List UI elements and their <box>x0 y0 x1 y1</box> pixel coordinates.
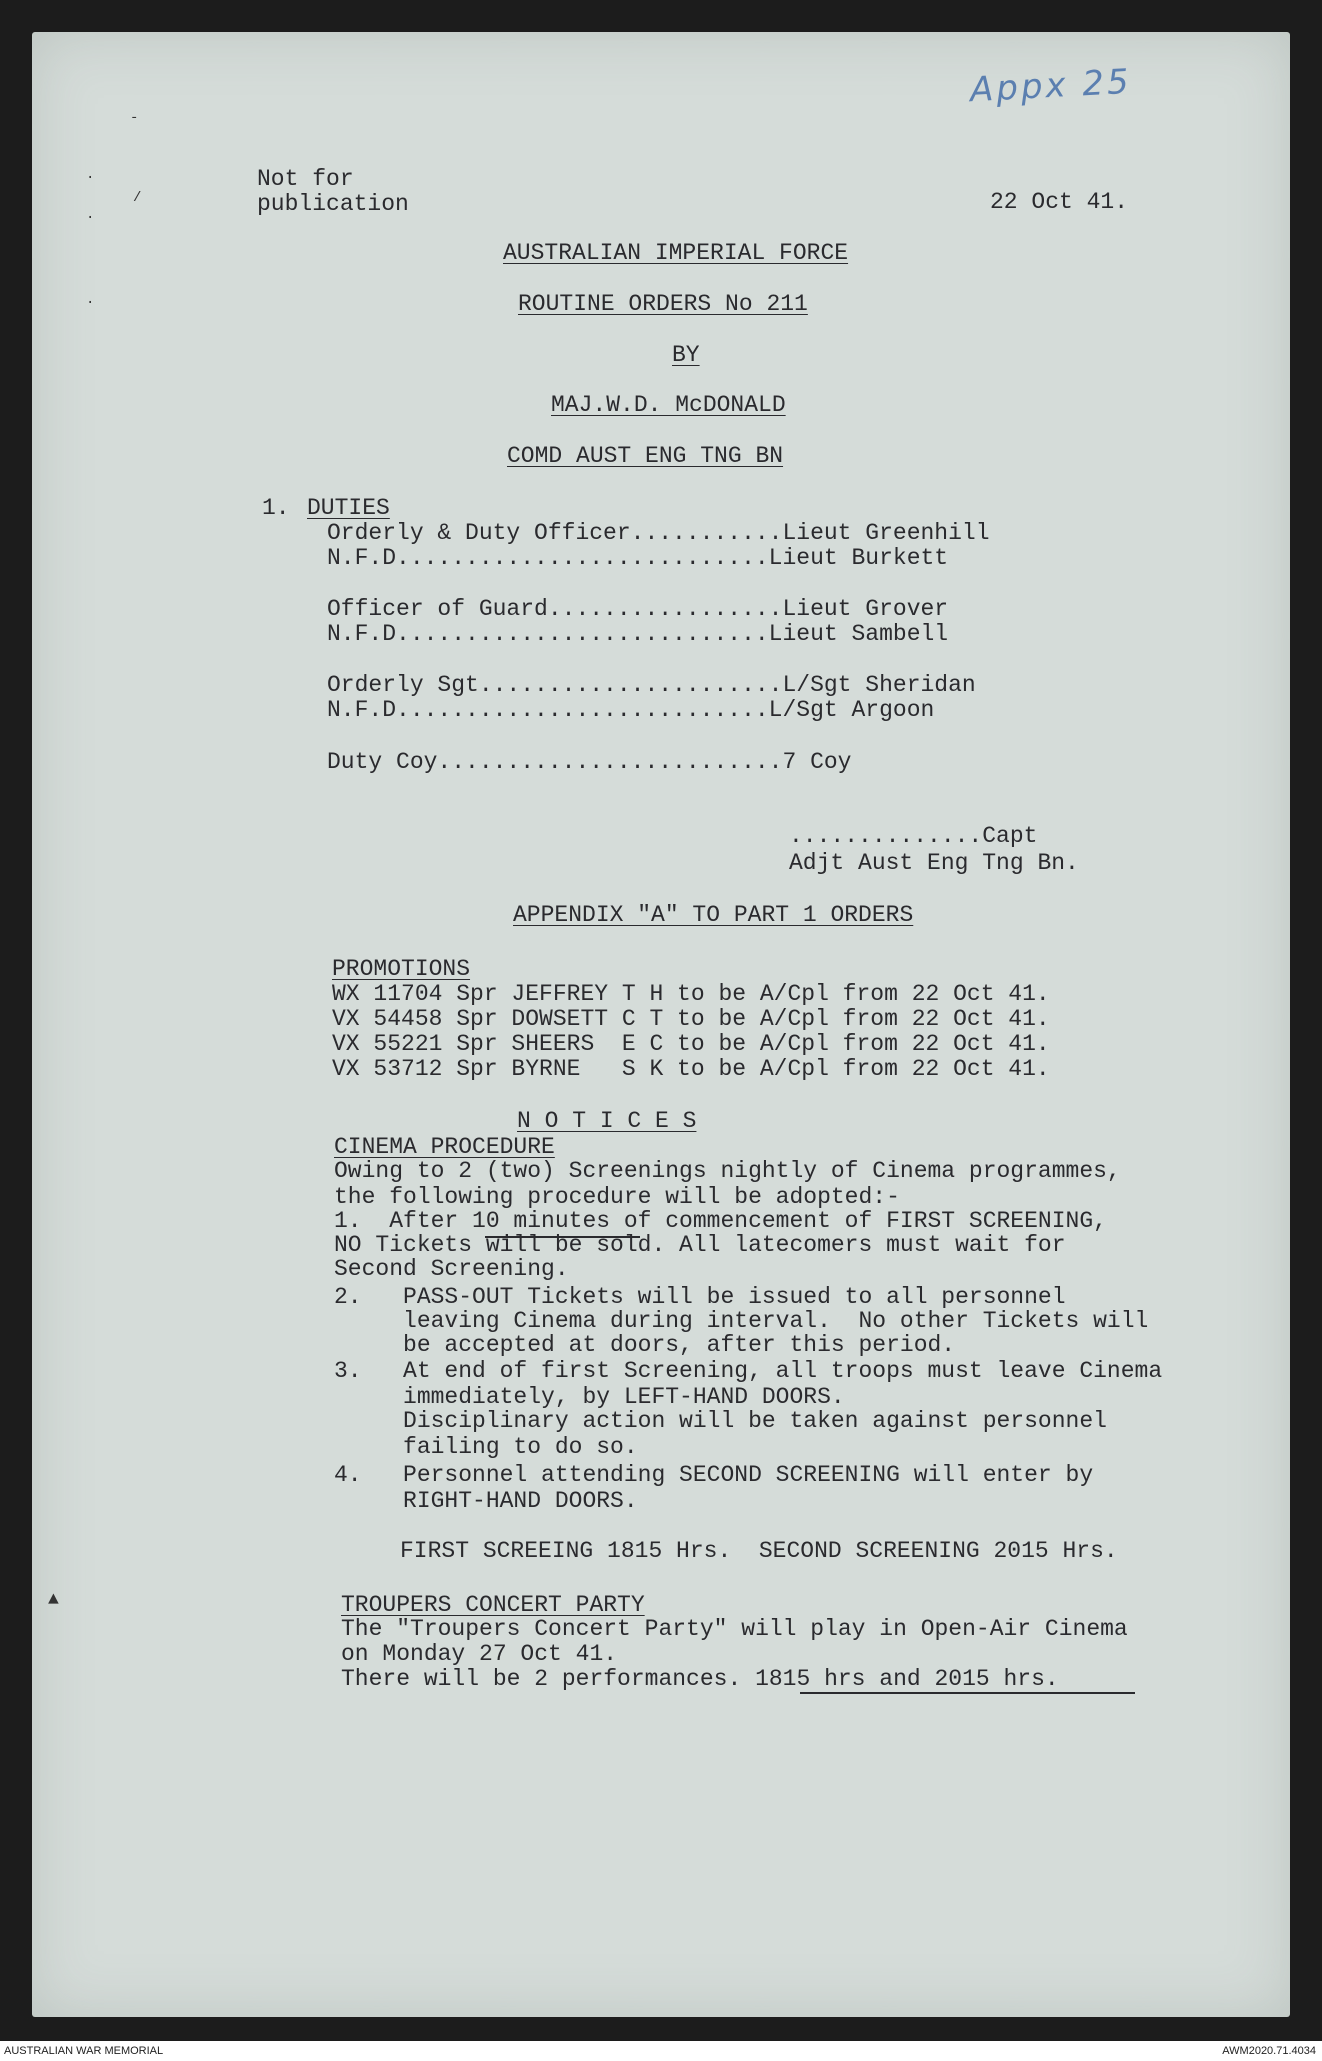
notice-line: leaving Cinema during interval. No other Tickets will <box>334 1308 1149 1334</box>
notice-line: 4. Personnel attending SECOND SCREENING will enter by <box>334 1462 1094 1488</box>
signature-line: ..............Capt <box>789 823 1038 849</box>
duty-row: N.F.D...........................Lieut Sambell <box>327 621 949 647</box>
notice-line: Owing to 2 (two) Screenings nightly of Cinema programmes, <box>334 1158 1121 1184</box>
cinema-procedure-heading: CINEMA PROCEDURE <box>334 1134 555 1160</box>
notice-line: the following procedure will be adopted:- <box>334 1184 900 1210</box>
footer-institution: AUSTRALIAN WAR MEMORIAL <box>4 2045 164 2057</box>
margin-mark: / <box>133 190 142 206</box>
appendix-title: APPENDIX "A" TO PART 1 ORDERS <box>513 902 914 928</box>
archive-footer <box>0 2041 1322 2061</box>
promotion-row: VX 53712 Spr BYRNE S K to be A/Cpl from 22 Oct 41. <box>332 1056 1050 1082</box>
notice-line: 3. At end of first Screening, all troops must leave Cinema <box>334 1358 1163 1384</box>
duty-row: Orderly Sgt......................L/Sgt Sheridan <box>327 672 976 698</box>
promotion-row: VX 55221 Spr SHEERS E C to be A/Cpl from 22 Oct 41. <box>332 1031 1050 1057</box>
duty-row: Duty Coy.........................7 Coy <box>327 749 852 775</box>
troupers-line: There will be 2 performances. 1815 hrs and 2015 hrs. <box>341 1666 1059 1692</box>
not-for-publication-line1: Not for <box>257 166 354 192</box>
duty-row: N.F.D...........................L/Sgt Argoon <box>327 697 935 723</box>
promotion-row: VX 54458 Spr DOWSETT C T to be A/Cpl from 22 Oct 41. <box>332 1006 1050 1032</box>
not-for-publication-line2: publication <box>257 191 409 217</box>
troupers-line: The "Troupers Concert Party" will play in Open-Air Cinema <box>341 1616 1128 1642</box>
duty-row: Officer of Guard.................Lieut Grover <box>327 596 949 622</box>
title-line-2: ROUTINE ORDERS No 211 <box>518 291 808 317</box>
title-line-5: COMD AUST ENG TNG BN <box>507 443 784 469</box>
troupers-heading: TROUPERS CONCERT PARTY <box>341 1592 645 1618</box>
notice-line: immediately, by LEFT-HAND DOORS. <box>334 1384 845 1410</box>
notice-line: RIGHT-HAND DOORS. <box>334 1488 638 1514</box>
handwritten-underline <box>800 1692 1135 1694</box>
margin-mark: · <box>86 295 95 311</box>
screening-times: FIRST SCREEING 1815 Hrs. SECOND SCREENING 2015 Hrs. <box>400 1538 1118 1564</box>
margin-mark: · <box>86 170 95 186</box>
handwritten-annotation: Appx 25 <box>969 61 1133 111</box>
promotion-row: WX 11704 Spr JEFFREY T H to be A/Cpl from 22 Oct 41. <box>332 981 1050 1007</box>
notice-line: Disciplinary action will be taken against personnel <box>334 1408 1107 1434</box>
margin-mark: ▲ <box>48 1590 59 1610</box>
title-line-4: MAJ.W.D. McDONALD <box>551 392 786 418</box>
troupers-line: on Monday 27 Oct 41. <box>341 1641 618 1667</box>
notice-line: Second Screening. <box>334 1256 569 1282</box>
notice-line: 1. After 10 minutes of commencement of FIRST SCREENING, <box>334 1208 1107 1234</box>
footer-reference: AWM2020.71.4034 <box>1222 2045 1316 2057</box>
duties-number: 1. <box>262 495 290 521</box>
title-line-3: BY <box>672 342 700 368</box>
duties-heading: DUTIES <box>307 495 390 521</box>
duty-row: Orderly & Duty Officer...........Lieut Greenhill <box>327 520 990 546</box>
promotions-heading: PROMOTIONS <box>332 956 471 982</box>
notice-line: failing to do so. <box>334 1434 638 1460</box>
document-date: 22 Oct 41. <box>990 189 1129 215</box>
notice-line: be accepted at doors, after this period. <box>334 1332 956 1358</box>
margin-mark: · <box>86 210 95 226</box>
duty-row: N.F.D...........................Lieut Burkett <box>327 545 949 571</box>
notices-heading: N O T I C E S <box>517 1108 697 1134</box>
title-line-1: AUSTRALIAN IMPERIAL FORCE <box>503 240 849 266</box>
notice-line: 2. PASS-OUT Tickets will be issued to all personnel <box>334 1284 1066 1310</box>
margin-mark: - <box>130 110 139 126</box>
signatory-title: Adjt Aust Eng Tng Bn. <box>789 850 1079 876</box>
notice-line: NO Tickets will be sold. All latecomers must wait for <box>334 1232 1066 1258</box>
